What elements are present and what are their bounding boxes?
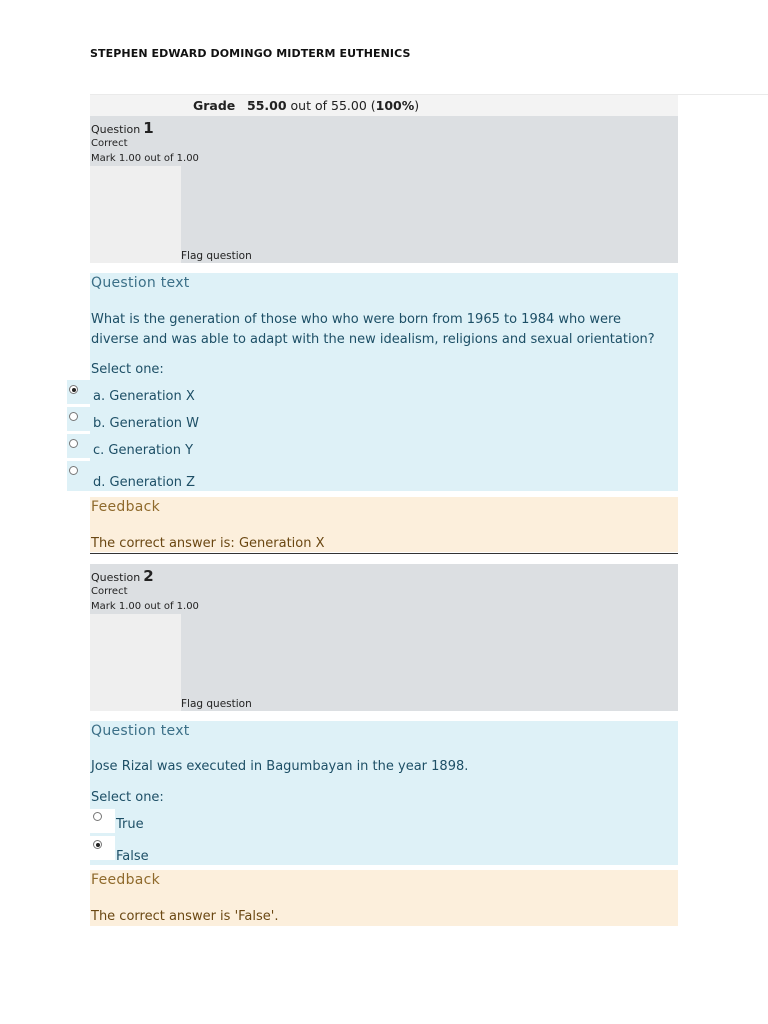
question-2-feedback (90, 870, 678, 926)
option-true-radio[interactable] (93, 812, 102, 821)
option-b-cell (67, 407, 92, 431)
option-a-radio[interactable] (69, 385, 78, 394)
grade-summary (90, 94, 768, 116)
grade-label: Grade (193, 98, 236, 113)
select-one-label: Select one: (91, 362, 164, 377)
question-mark: Mark 1.00 out of 1.00 (91, 601, 199, 612)
option-false-label[interactable]: False (116, 849, 149, 864)
option-d-radio[interactable] (69, 466, 78, 475)
question-number (91, 567, 154, 585)
option-c-cell (67, 434, 92, 458)
question-1-info (90, 116, 678, 263)
question-mark: Mark 1.00 out of 1.00 (91, 153, 199, 164)
question-number-value: 1 (143, 119, 154, 137)
grade-value (247, 95, 419, 117)
option-b-label[interactable]: b. Generation W (93, 416, 200, 431)
option-true-cell (90, 809, 115, 833)
option-c-label[interactable]: c. Generation Y (93, 443, 194, 458)
question-2-content (90, 721, 678, 865)
question-label: Question (91, 123, 141, 136)
feedback-heading: Feedback (91, 872, 161, 888)
question-text: Jose Rizal was executed in Bagumbayan in the year 1898. (91, 759, 469, 774)
question-1-content (90, 273, 678, 491)
question-state: Correct (91, 138, 128, 149)
feedback-answer: The correct answer is: Generation X (91, 536, 325, 551)
option-b-radio[interactable] (69, 412, 78, 421)
question-2-info (90, 564, 678, 711)
grade-percent: 100% (375, 98, 415, 113)
question-text-heading: Question text (91, 723, 190, 739)
option-c-radio[interactable] (69, 439, 78, 448)
question-state: Correct (91, 586, 128, 597)
document-title: STEPHEN EDWARD DOMINGO MIDTERM EUTHENICS (90, 47, 411, 60)
info-strip (90, 166, 181, 263)
question-text: What is the generation of those who who were born from 1965 to 1984 who were diverse and was able to adapt with the new idealism, religions and sexual orientation? (91, 312, 655, 347)
question-label: Question (91, 571, 141, 584)
option-true-label[interactable]: True (116, 817, 144, 832)
question-divider (90, 553, 678, 554)
grade-out-of: out of 55.00 ( (286, 98, 376, 113)
option-a-label[interactable]: a. Generation X (93, 389, 195, 404)
question-1-feedback (90, 497, 678, 552)
select-one-label: Select one: (91, 790, 164, 805)
option-d-cell (67, 461, 92, 491)
flag-question-link[interactable]: Flag question (181, 698, 252, 710)
question-number-value: 2 (143, 567, 154, 585)
option-d-label[interactable]: d. Generation Z (93, 475, 196, 490)
feedback-heading: Feedback (91, 499, 161, 515)
option-a-cell (67, 380, 92, 404)
option-false-cell (90, 836, 115, 860)
grade-close: ) (414, 98, 420, 113)
feedback-answer: The correct answer is 'False'. (91, 909, 279, 924)
flag-question-link[interactable]: Flag question (181, 250, 252, 262)
info-strip (90, 614, 181, 711)
option-false-radio[interactable] (93, 840, 102, 849)
question-number (91, 119, 154, 137)
grade-score: 55.00 (247, 98, 287, 113)
question-text-heading: Question text (91, 275, 190, 291)
